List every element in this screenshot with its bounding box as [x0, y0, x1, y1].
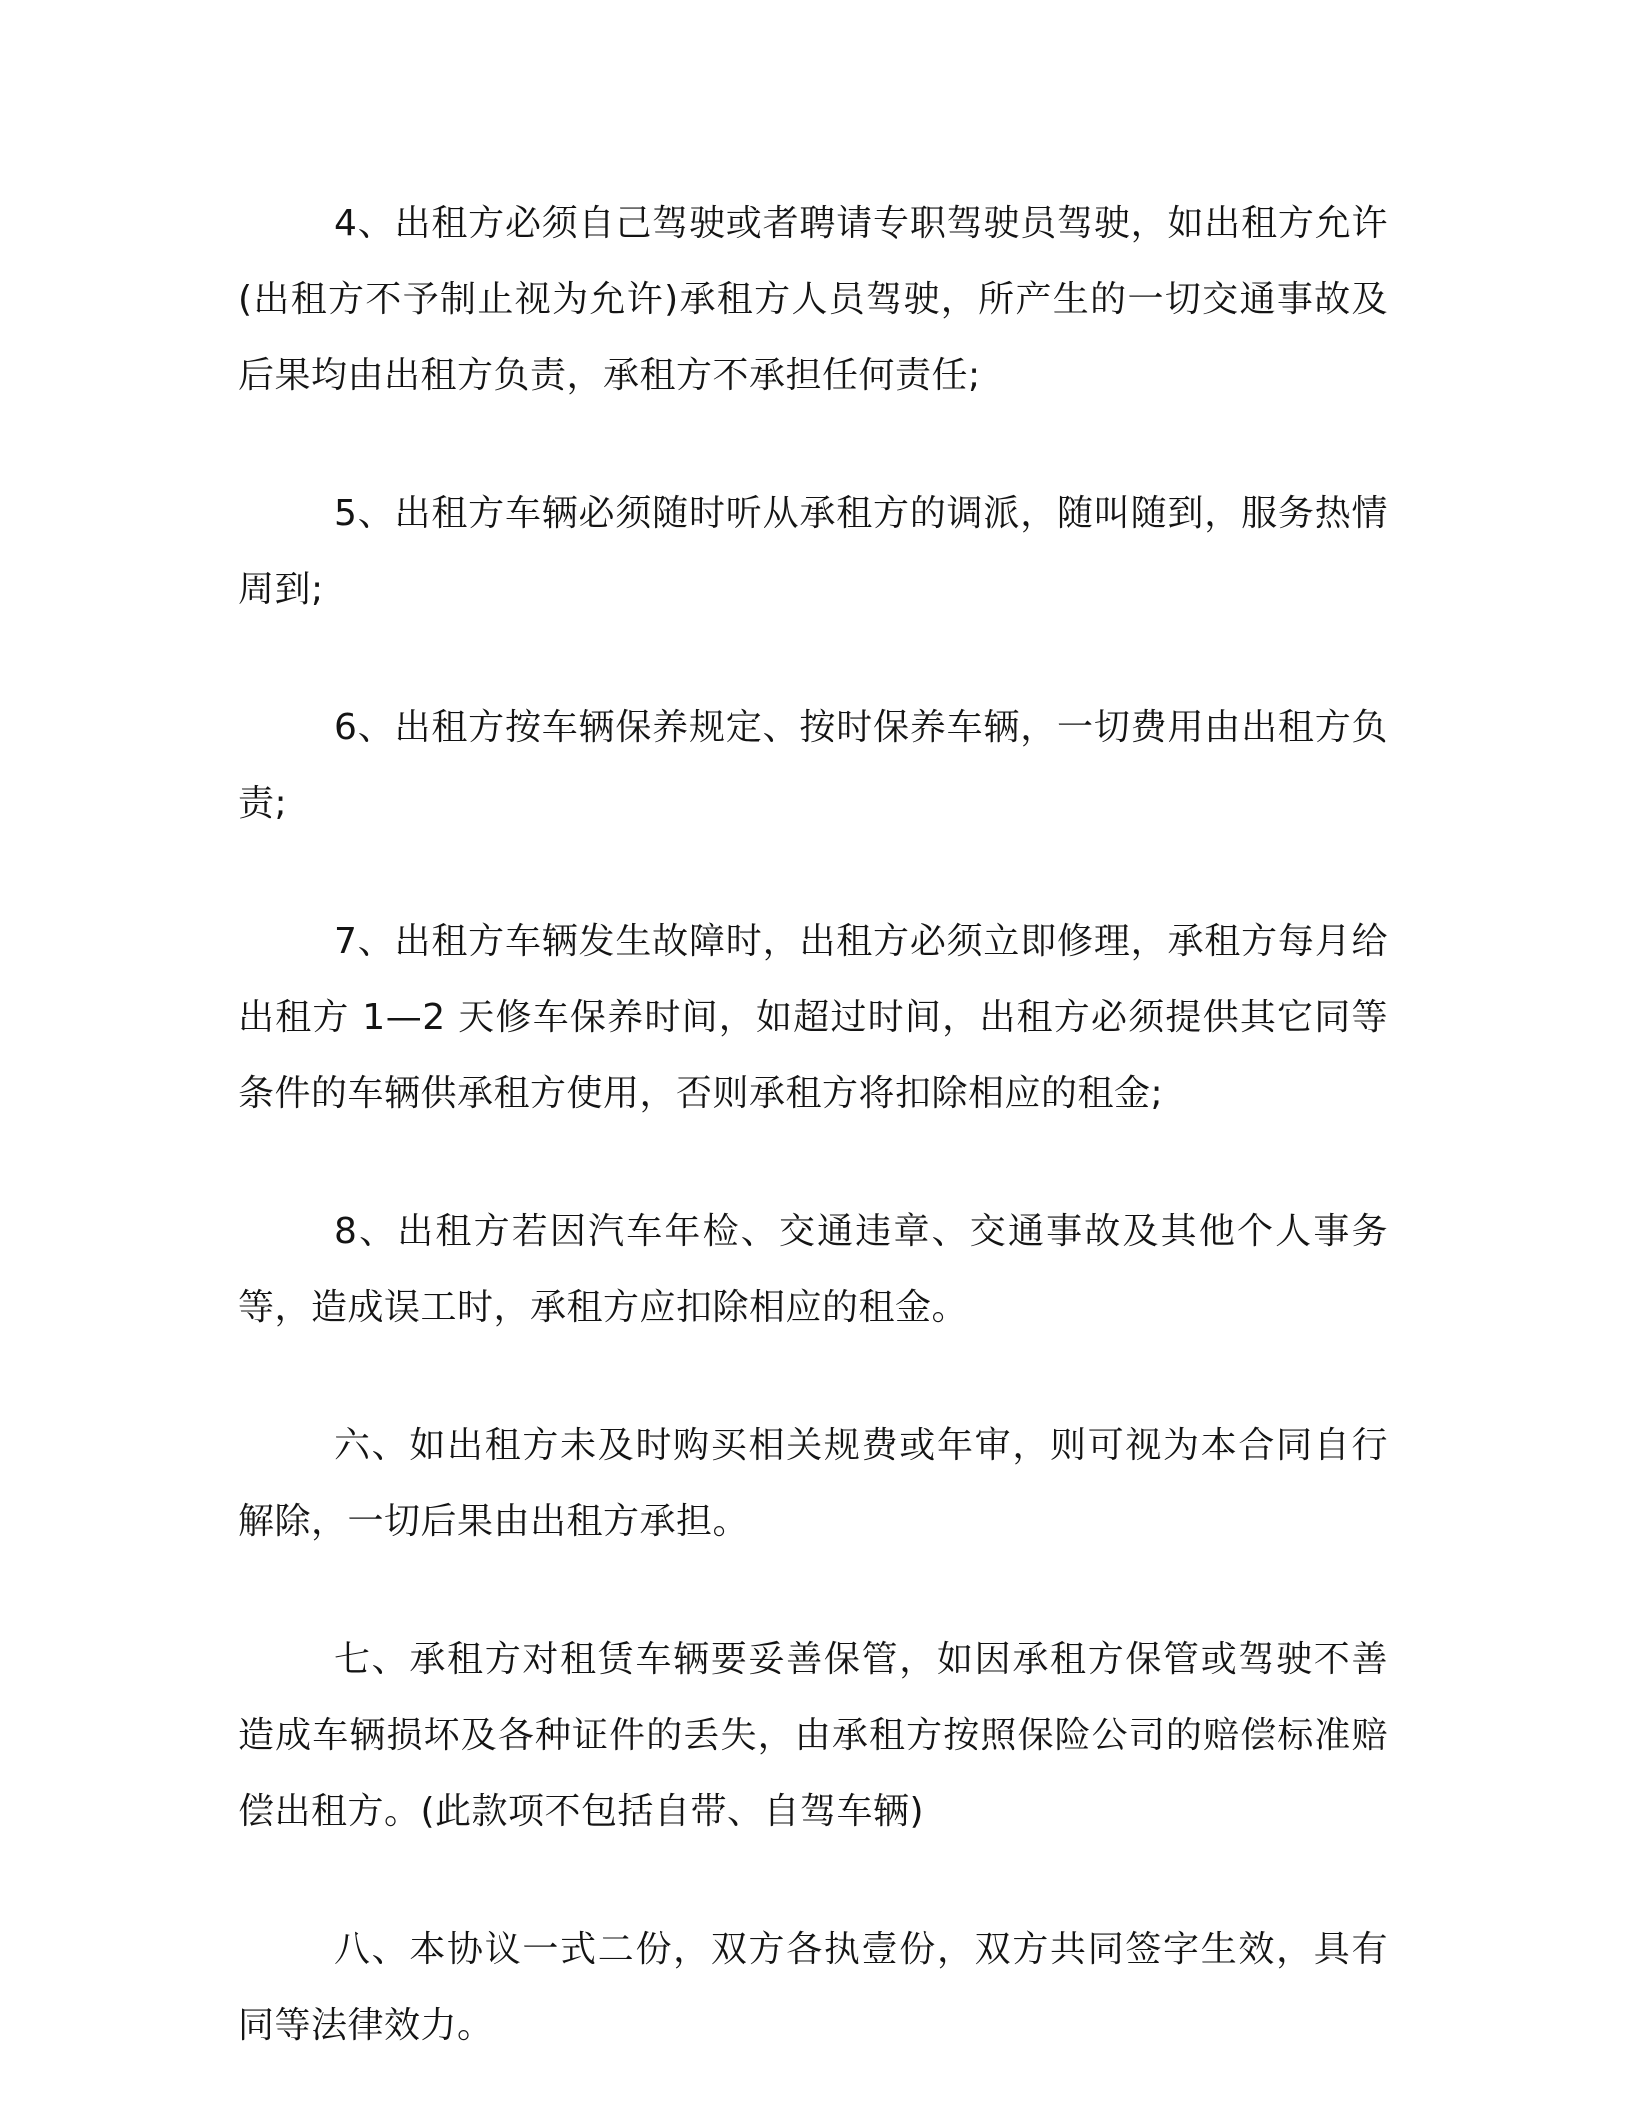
clause-5: 5、出租方车辆必须随时听从承租方的调派，随叫随到，服务热情周到; — [238, 493, 1388, 610]
section-seven: 七、承租方对租赁车辆要妥善保管，如因承租方保管或驾驶不善造成车辆损坏及各种证件的丢失，由承租方按照保险公司的赔偿标准赔偿出租方。(此款项不包括自带、自驾车辆) — [238, 1639, 1388, 1832]
section-six: 六、如出租方未及时购买相关规费或年审，则可视为本合同自行解除，一切后果由出租方承担。 — [238, 1425, 1388, 1542]
clause-8: 8、出租方若因汽车年检、交通违章、交通事故及其他个人事务等，造成误工时，承租方应扣除相应的租金。 — [238, 1211, 1388, 1328]
clause-4: 4、出租方必须自己驾驶或者聘请专职驾驶员驾驶，如出租方允许(出租方不予制止视为允许)承租方人员驾驶，所产生的一切交通事故及后果均由出租方负责，承租方不承担任何责任; — [238, 203, 1388, 396]
clause-6: 6、出租方按车辆保养规定、按时保养车辆，一切费用由出租方负责; — [238, 707, 1388, 824]
section-eight: 八、本协议一式二份，双方各执壹份，双方共同签字生效，具有同等法律效力。 — [238, 1929, 1388, 2046]
clause-7: 7、出租方车辆发生故障时，出租方必须立即修理，承租方每月给出租方 1—2 天修车保养时间，如超过时间，出租方必须提供其它同等条件的车辆供承租方使用，否则承租方将扣除相应的租金; — [238, 921, 1388, 1114]
document-body — [238, 186, 1388, 2126]
